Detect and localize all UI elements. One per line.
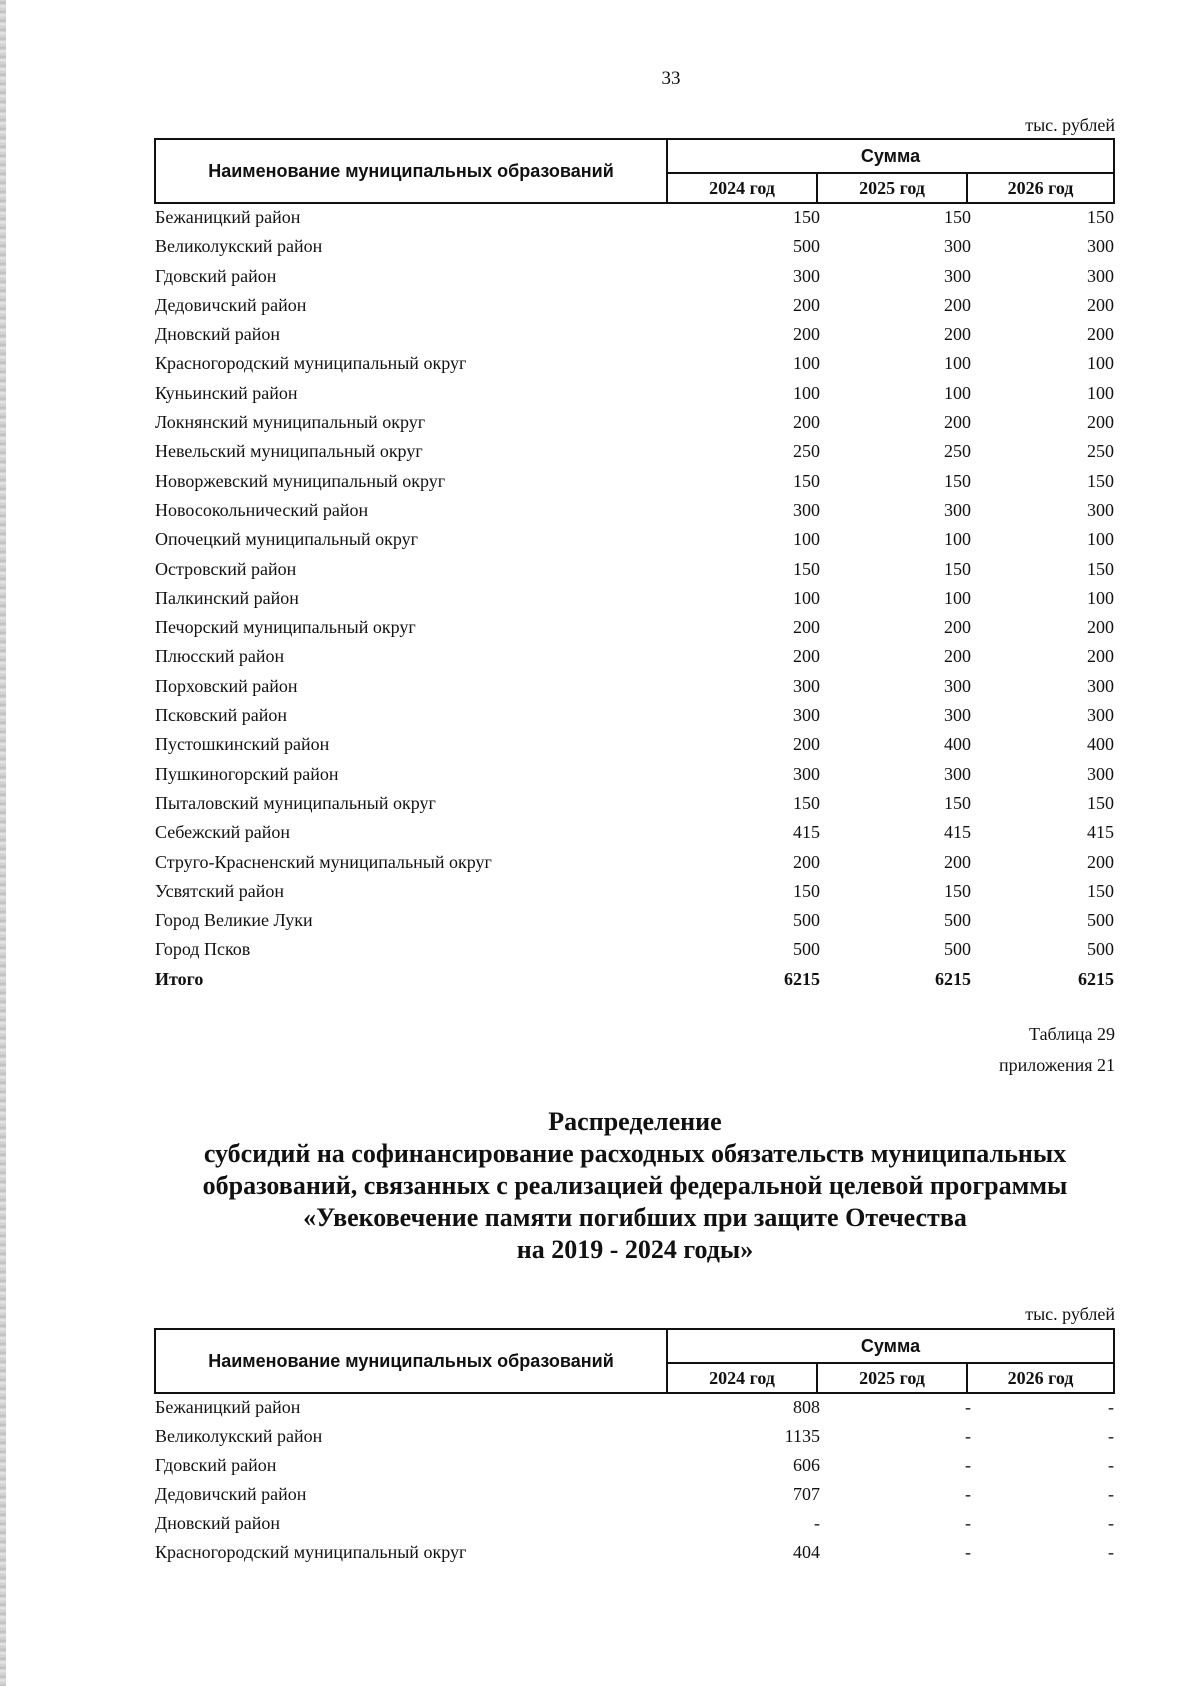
table-1-header <box>154 138 1115 204</box>
value-2026: 150 <box>1087 207 1114 227</box>
row-name: Дновский район <box>155 1513 281 1533</box>
value-2024: 300 <box>793 499 820 520</box>
value-2024: 300 <box>793 675 820 696</box>
table-row <box>154 350 1115 379</box>
row-name: Порховский район <box>155 675 298 696</box>
value-2026: 200 <box>1087 324 1114 345</box>
value-2025: 150 <box>944 792 971 813</box>
value-2024: 100 <box>793 529 820 550</box>
value-2026: 250 <box>1087 441 1114 462</box>
row-name: Дновский район <box>155 324 281 345</box>
value-2026: 500 <box>1087 910 1114 931</box>
value-2024: 150 <box>793 792 820 813</box>
row-name: Островский район <box>155 558 297 579</box>
row-name: Город Псков <box>155 939 251 960</box>
table-row <box>154 731 1115 760</box>
row-name: Пыталовский муниципальный округ <box>155 792 436 813</box>
value-2026: 500 <box>1087 939 1114 960</box>
value-2024: 500 <box>793 910 820 931</box>
unit-label-table-1: тыс. рублей <box>1025 115 1115 135</box>
row-name: Великолукский район <box>155 1426 323 1446</box>
header-sum-column: Сумма <box>668 140 1113 174</box>
value-2025: 200 <box>944 324 971 345</box>
value-2026: - <box>1108 1426 1114 1446</box>
value-2025: - <box>965 1426 971 1446</box>
row-name: Пушкиногорский район <box>155 763 339 784</box>
value-2024: 606 <box>793 1455 820 1475</box>
value-2024: 300 <box>793 705 820 726</box>
value-2024: 100 <box>793 353 820 374</box>
row-name: Дедовичский район <box>155 294 307 315</box>
row-name: Себежский район <box>155 822 290 843</box>
value-2024: 150 <box>793 207 820 227</box>
header-name-column: Наименование муниципальных образований <box>156 140 668 202</box>
title-line-3: образований, связанных с реализацией федеральной целевой программы <box>202 1171 1068 1200</box>
table-1-body <box>154 204 1115 995</box>
table-row <box>154 585 1115 614</box>
value-2026: 100 <box>1087 382 1114 403</box>
row-name: Дедовичский район <box>155 1484 307 1504</box>
table-row <box>154 497 1115 526</box>
row-name: Бежаницкий район <box>155 1397 301 1417</box>
row-name: Опочецкий муниципальный округ <box>155 529 418 550</box>
value-2025: 200 <box>944 851 971 872</box>
table-row <box>154 233 1115 262</box>
value-2024: 150 <box>793 880 820 901</box>
row-name: Гдовский район <box>155 1455 277 1475</box>
value-2024: 808 <box>793 1397 820 1417</box>
table-row <box>154 1423 1115 1452</box>
value-2025: 300 <box>944 705 971 726</box>
table-row <box>154 673 1115 702</box>
row-name: Гдовский район <box>155 265 277 286</box>
row-name: Новоржевский муниципальный округ <box>155 470 446 491</box>
table-2 <box>154 1328 1115 1568</box>
value-2025: 200 <box>944 294 971 315</box>
value-2024: 300 <box>793 763 820 784</box>
value-2025: 150 <box>944 207 971 227</box>
value-2025: 300 <box>944 675 971 696</box>
row-name: Бежаницкий район <box>155 207 301 227</box>
value-2024: 150 <box>793 558 820 579</box>
header-sum-column: Сумма <box>668 1330 1113 1364</box>
value-2025: 100 <box>944 529 971 550</box>
appendix-label: приложения 21 <box>998 1055 1115 1075</box>
header-year-2025: 2025 год <box>818 1364 968 1392</box>
value-2024: 500 <box>793 236 820 257</box>
value-2024: 500 <box>793 939 820 960</box>
row-name: Великолукский район <box>155 236 323 257</box>
value-2025: 415 <box>944 822 971 843</box>
row-name: Палкинский район <box>155 587 299 608</box>
value-2024: 404 <box>793 1542 820 1562</box>
value-2025: 300 <box>944 236 971 257</box>
row-name: Невельский муниципальный округ <box>155 441 423 462</box>
total-2026: 6215 <box>1078 968 1114 989</box>
value-2024: 100 <box>793 587 820 608</box>
value-2025: 200 <box>944 617 971 638</box>
value-2026: 300 <box>1087 265 1114 286</box>
value-2026: 200 <box>1087 412 1114 433</box>
value-2025: 150 <box>944 880 971 901</box>
table-reference <box>999 1019 1115 1081</box>
row-name: Куньинский район <box>155 382 298 403</box>
value-2025: 300 <box>944 499 971 520</box>
row-name: Плюсский район <box>155 646 285 667</box>
section-title <box>120 1106 1150 1266</box>
header-name-column: Наименование муниципальных образований <box>156 1330 668 1392</box>
value-2025: - <box>965 1513 971 1533</box>
value-2025: 400 <box>944 734 971 755</box>
page-number: 33 <box>661 68 681 89</box>
value-2024: 200 <box>793 851 820 872</box>
header-year-2026: 2026 год <box>1007 177 1074 198</box>
header-year-2024: 2024 год <box>668 1364 818 1392</box>
row-name: Усвятский район <box>155 880 284 901</box>
total-row <box>154 966 1115 995</box>
value-2026: - <box>1108 1484 1114 1504</box>
table-row <box>154 321 1115 350</box>
row-name: Красногородский муниципальный округ <box>155 1542 467 1562</box>
row-name: Псковский район <box>155 705 287 726</box>
table-row <box>154 263 1115 292</box>
value-2026: 415 <box>1087 822 1114 843</box>
value-2026: 150 <box>1087 558 1114 579</box>
table-row <box>154 761 1115 790</box>
table-row <box>154 526 1115 555</box>
total-2024: 6215 <box>784 968 820 989</box>
table-row <box>154 1394 1115 1423</box>
value-2024: 200 <box>793 412 820 433</box>
row-name: Локнянский муниципальный округ <box>155 412 426 433</box>
value-2024: 150 <box>793 470 820 491</box>
value-2025: 100 <box>944 353 971 374</box>
header-year-2024: 2024 год <box>668 174 818 202</box>
header-year-2025: 2025 год <box>818 174 968 202</box>
value-2026: 150 <box>1087 880 1114 901</box>
table-row <box>154 702 1115 731</box>
table-row <box>154 1452 1115 1481</box>
unit-label-table-2: тыс. рублей <box>1025 1304 1115 1324</box>
value-2024: 200 <box>793 324 820 345</box>
table-number-label: Таблица 29 <box>1029 1024 1115 1044</box>
table-row <box>154 643 1115 672</box>
value-2026: - <box>1108 1542 1114 1562</box>
value-2026: - <box>1108 1397 1114 1417</box>
title-line-2: субсидий на софинансирование расходных обязательств муниципальных <box>203 1139 1067 1168</box>
table-row <box>154 556 1115 585</box>
value-2024: 200 <box>793 734 820 755</box>
value-2024: 300 <box>793 265 820 286</box>
row-name: Печорский муниципальный округ <box>155 617 416 638</box>
value-2025: 200 <box>944 646 971 667</box>
table-row <box>154 380 1115 409</box>
value-2026: 200 <box>1087 851 1114 872</box>
value-2024: - <box>814 1513 820 1533</box>
table-1 <box>154 138 1115 995</box>
table-2-body <box>154 1394 1115 1568</box>
value-2025: 250 <box>944 441 971 462</box>
row-name: Город Великие Луки <box>155 910 313 931</box>
value-2026: 200 <box>1087 294 1114 315</box>
value-2025: - <box>965 1542 971 1562</box>
value-2024: 415 <box>793 822 820 843</box>
value-2025: 100 <box>944 587 971 608</box>
value-2025: - <box>965 1484 971 1504</box>
value-2026: 150 <box>1087 792 1114 813</box>
value-2025: 500 <box>944 910 971 931</box>
value-2025: - <box>965 1397 971 1417</box>
value-2025: 150 <box>944 470 971 491</box>
table-row <box>154 1539 1115 1568</box>
table-row <box>154 849 1115 878</box>
value-2024: 250 <box>793 441 820 462</box>
value-2026: 100 <box>1087 353 1114 374</box>
value-2024: 100 <box>793 382 820 403</box>
header-year-2026: 2026 год <box>1007 1367 1074 1388</box>
value-2026: 200 <box>1087 646 1114 667</box>
table-row <box>154 468 1115 497</box>
scan-edge <box>0 0 6 1686</box>
value-2024: 707 <box>793 1484 820 1504</box>
value-2025: 200 <box>944 412 971 433</box>
table-row <box>154 878 1115 907</box>
title-line-1: Распределение <box>548 1107 722 1136</box>
value-2026: 400 <box>1087 734 1114 755</box>
value-2026: 300 <box>1087 499 1114 520</box>
value-2026: - <box>1108 1455 1114 1475</box>
table-row <box>154 409 1115 438</box>
title-line-4: «Увековечение памяти погибших при защите Отечества <box>303 1203 967 1232</box>
total-label: Итого <box>155 968 204 989</box>
value-2025: 300 <box>944 763 971 784</box>
value-2026: 150 <box>1087 470 1114 491</box>
value-2024: 200 <box>793 617 820 638</box>
table-row <box>154 819 1115 848</box>
row-name: Красногородский муниципальный округ <box>155 353 467 374</box>
table-row <box>154 292 1115 321</box>
value-2025: 100 <box>944 382 971 403</box>
row-name: Пустошкинский район <box>155 734 330 755</box>
value-2026: 300 <box>1087 675 1114 696</box>
value-2026: 100 <box>1087 587 1114 608</box>
table-row <box>154 907 1115 936</box>
value-2025: 500 <box>944 939 971 960</box>
title-line-5: на 2019 - 2024 годы» <box>516 1235 754 1264</box>
table-row <box>154 438 1115 467</box>
value-2026: 100 <box>1087 529 1114 550</box>
value-2025: 150 <box>944 558 971 579</box>
value-2026: - <box>1108 1513 1114 1533</box>
table-2-header <box>154 1328 1115 1394</box>
total-2025: 6215 <box>935 968 971 989</box>
value-2024: 200 <box>793 294 820 315</box>
table-row <box>154 614 1115 643</box>
value-2026: 200 <box>1087 617 1114 638</box>
table-row <box>154 1510 1115 1539</box>
row-name: Новосокольнический район <box>155 499 369 520</box>
value-2025: - <box>965 1455 971 1475</box>
value-2026: 300 <box>1087 236 1114 257</box>
table-row <box>154 936 1115 965</box>
row-name: Струго-Красненский муниципальный округ <box>155 851 492 872</box>
table-row <box>154 204 1115 233</box>
value-2024: 1135 <box>784 1426 820 1446</box>
value-2026: 300 <box>1087 705 1114 726</box>
value-2026: 300 <box>1087 763 1114 784</box>
value-2025: 300 <box>944 265 971 286</box>
table-row <box>154 790 1115 819</box>
table-row <box>154 1481 1115 1510</box>
value-2024: 200 <box>793 646 820 667</box>
